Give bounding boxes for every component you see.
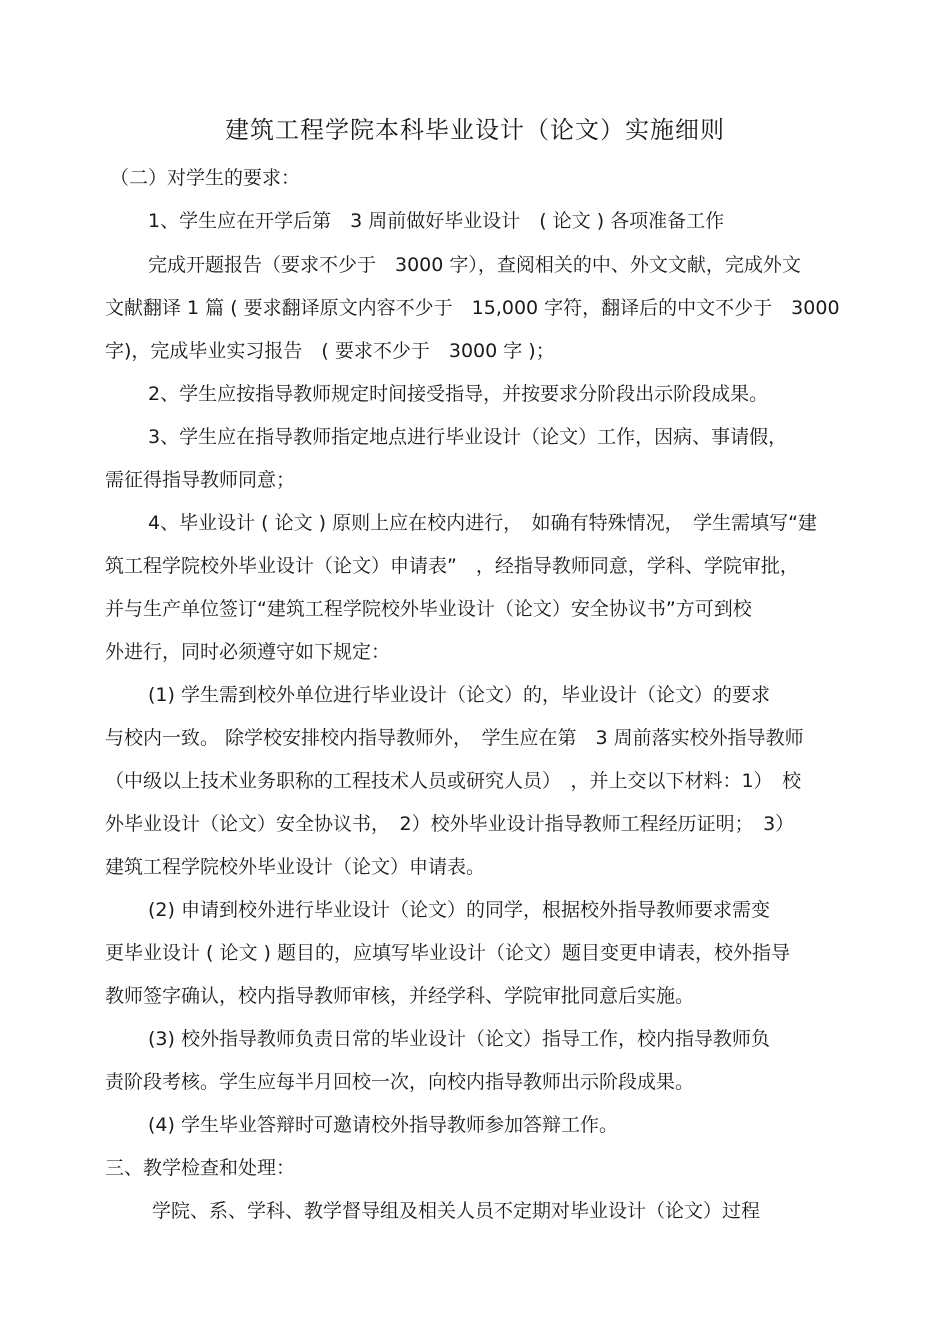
- paragraph-line: 字)，完成毕业实习报告 ( 要求不少于 3000 字 )；: [105, 340, 555, 362]
- paragraph-line: 2、学生应按指导教师规定时间接受指导，并按要求分阶段出示阶段成果。: [148, 383, 769, 405]
- paragraph-line: （中级以上技术业务职称的工程技术人员或研究人员） ，并上交以下材料：1） 校: [105, 770, 802, 792]
- paragraph-line: 学院、系、学科、教学督导组及相关人员不定期对毕业设计（论文）过程: [152, 1200, 761, 1222]
- paragraph-line: 完成开题报告（要求不少于 3000 字），查阅相关的中、外文文献，完成外文: [148, 254, 801, 276]
- paragraph-line: (1) 学生需到校外单位进行毕业设计（论文）的，毕业设计（论文）的要求: [148, 684, 770, 706]
- section-heading: 三、教学检查和处理：: [105, 1157, 296, 1179]
- paragraph-line: 3、学生应在指导教师指定地点进行毕业设计（论文）工作，因病、事请假，: [148, 426, 788, 448]
- paragraph-line: 外毕业设计（论文）安全协议书， 2）校外毕业设计指导教师工程经历证明； 3）: [105, 813, 795, 835]
- paragraph-line: 教师签字确认，校内指导教师审核，并经学科、学院审批同意后实施。: [105, 985, 695, 1007]
- paragraph-line: 需征得指导教师同意；: [105, 469, 296, 491]
- paragraph-line: 外进行，同时必须遵守如下规定：: [105, 641, 391, 663]
- document-title: 建筑工程学院本科毕业设计（论文）实施细则: [225, 116, 725, 144]
- paragraph-line: 1、学生应在开学后第 3 周前做好毕业设计 ( 论文 ) 各项准备工作: [148, 210, 725, 232]
- paragraph-line: 筑工程学院校外毕业设计（论文）申请表” ，经指导教师同意，学科、学院审批，: [105, 555, 799, 577]
- paragraph-line: 建筑工程学院校外毕业设计（论文）申请表。: [105, 856, 486, 878]
- paragraph-line: (2) 申请到校外进行毕业设计（论文）的同学，根据校外指导教师要求需变: [148, 899, 770, 921]
- paragraph-line: 并与生产单位签订“建筑工程学院校外毕业设计（论文）安全协议书”方可到校: [105, 598, 752, 620]
- paragraph-line: 责阶段考核。学生应每半月回校一次，向校内指导教师出示阶段成果。: [105, 1071, 695, 1093]
- paragraph-line: 文献翻译 1 篇 ( 要求翻译原文内容不少于 15,000 字符，翻译后的中文不少于 3000: [105, 297, 840, 319]
- paragraph-line: 4、毕业设计 ( 论文 ) 原则上应在校内进行， 如确有特殊情况， 学生需填写“建: [148, 512, 817, 534]
- paragraph-line: (4) 学生毕业答辩时可邀请校外指导教师参加答辩工作。: [148, 1114, 618, 1136]
- section-heading: （二）对学生的要求：: [110, 167, 301, 189]
- paragraph-line: (3) 校外指导教师负责日常的毕业设计（论文）指导工作，校内指导教师负: [148, 1028, 770, 1050]
- paragraph-line: 与校内一致。 除学校安排校内指导教师外， 学生应在第 3 周前落实校外指导教师: [105, 727, 804, 749]
- paragraph-line: 更毕业设计 ( 论文 ) 题目的，应填写毕业设计（论文）题目变更申请表，校外指导: [105, 942, 790, 964]
